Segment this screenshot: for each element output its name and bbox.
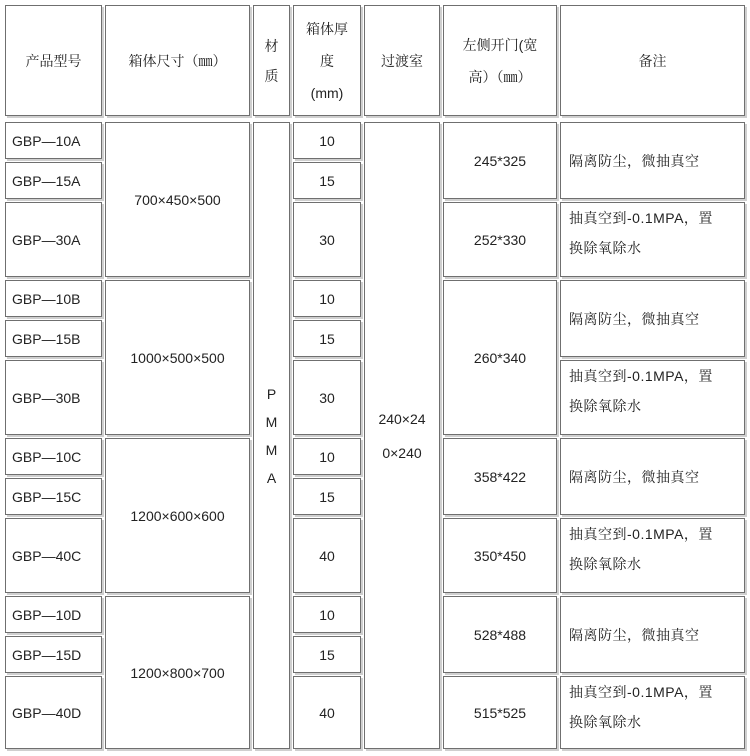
thickness-cell: 15 — [293, 320, 361, 357]
thickness-cell: 30 — [293, 360, 361, 435]
model-cell: GBP—10A — [5, 122, 102, 159]
header-thickness-line: 度 — [320, 52, 334, 69]
header-material-line: 质 — [264, 67, 279, 84]
remark-line: 抽真空到-0.1MPA，置 — [569, 684, 713, 700]
remark-cell: 隔离防尘，微抽真空 — [560, 438, 745, 515]
header-model: 产品型号 — [5, 5, 102, 116]
model-cell: GBP—15D — [5, 636, 102, 673]
size-cell: 700×450×500 — [105, 122, 250, 277]
thickness-cell: 10 — [293, 280, 361, 317]
material-letter: M — [265, 413, 278, 430]
remark-line: 抽真空到-0.1MPA，置 — [569, 368, 713, 384]
header-thickness-line: 箱体厚 — [306, 20, 348, 37]
thickness-cell: 15 — [293, 478, 361, 515]
transition-size-line: 0×240 — [382, 444, 422, 461]
header-door-line: 左侧开门(宽 — [462, 36, 538, 53]
remark-line: 抽真空到-0.1MPA，置 — [569, 210, 713, 226]
header-remarks: 备注 — [560, 5, 745, 116]
remark-line: 换除氧除水 — [569, 398, 642, 414]
model-cell: GBP—30A — [5, 202, 102, 277]
size-cell: 1200×600×600 — [105, 438, 250, 593]
thickness-cell: 30 — [293, 202, 361, 277]
model-cell: GBP—15C — [5, 478, 102, 515]
model-cell: GBP—10B — [5, 280, 102, 317]
door-cell: 515*525 — [443, 676, 557, 749]
header-thickness — [293, 5, 361, 116]
remark-line: 抽真空到-0.1MPA，置 — [569, 526, 713, 542]
door-cell: 350*450 — [443, 518, 557, 593]
header-thickness-line: (mm) — [310, 84, 344, 101]
thickness-cell: 10 — [293, 438, 361, 475]
model-cell: GBP—10D — [5, 596, 102, 633]
header-door-line: 高）（㎜） — [468, 68, 532, 85]
door-cell: 528*488 — [443, 596, 557, 673]
header-material-line: 材 — [264, 37, 279, 54]
door-cell: 245*325 — [443, 122, 557, 199]
transition-cell — [364, 122, 440, 749]
material-letter: M — [265, 441, 278, 458]
thickness-cell: 40 — [293, 676, 361, 749]
model-cell: GBP—15B — [5, 320, 102, 357]
size-cell: 1000×500×500 — [105, 280, 250, 435]
transition-size-line: 240×24 — [378, 410, 426, 427]
header-door — [443, 5, 557, 116]
header-material — [253, 5, 290, 116]
remark-cell: 隔离防尘，微抽真空 — [560, 596, 745, 673]
model-cell: GBP—40C — [5, 518, 102, 593]
remark-cell: 隔离防尘，微抽真空 — [560, 280, 745, 357]
material-letter: P — [266, 385, 277, 402]
thickness-cell: 10 — [293, 596, 361, 633]
model-cell: GBP—40D — [5, 676, 102, 749]
size-cell: 1200×800×700 — [105, 596, 250, 749]
material-letter: A — [266, 469, 277, 486]
thickness-cell: 10 — [293, 122, 361, 159]
door-cell: 260*340 — [443, 280, 557, 435]
thickness-cell: 40 — [293, 518, 361, 593]
thickness-cell: 15 — [293, 162, 361, 199]
material-cell — [253, 122, 290, 749]
header-size: 箱体尺寸（㎜） — [105, 5, 250, 116]
remark-cell — [560, 360, 745, 435]
model-cell: GBP—15A — [5, 162, 102, 199]
header-transition: 过渡室 — [364, 5, 440, 116]
door-cell: 252*330 — [443, 202, 557, 277]
remark-cell — [560, 676, 745, 749]
remark-cell — [560, 202, 745, 277]
remark-line: 换除氧除水 — [569, 240, 642, 256]
remark-line: 换除氧除水 — [569, 556, 642, 572]
door-cell: 358*422 — [443, 438, 557, 515]
remark-cell: 隔离防尘，微抽真空 — [560, 122, 745, 199]
remark-line: 换除氧除水 — [569, 714, 642, 730]
model-cell: GBP—10C — [5, 438, 102, 475]
remark-cell — [560, 518, 745, 593]
thickness-cell: 15 — [293, 636, 361, 673]
model-cell: GBP—30B — [5, 360, 102, 435]
